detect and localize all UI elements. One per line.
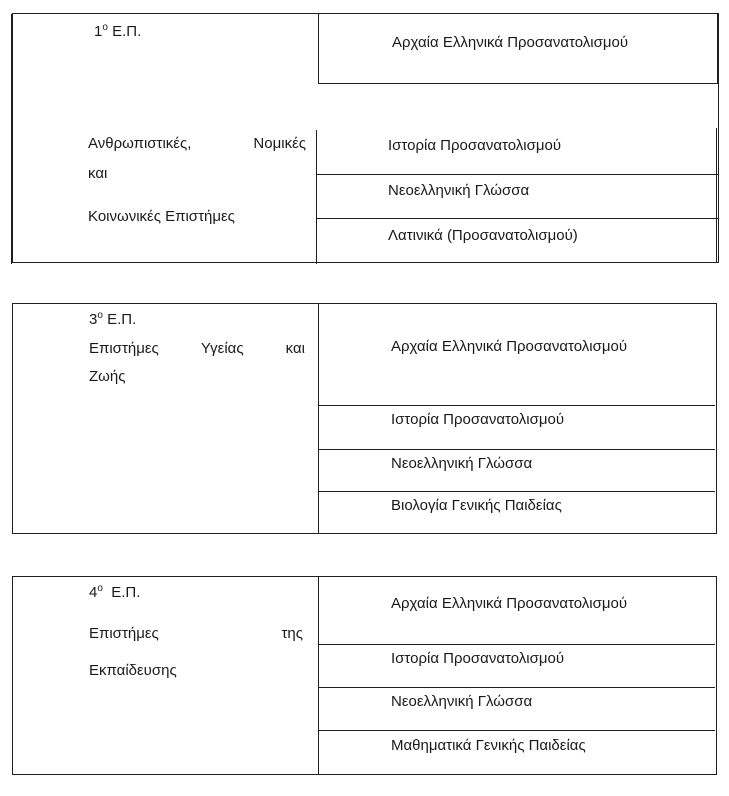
ep1-field-name-line1: [88, 135, 306, 152]
ep1-right-border-bottom: [716, 128, 717, 263]
ep4-subject-row-2: [319, 644, 715, 687]
ep1-subject-row-4: [316, 218, 718, 264]
ep3-subject-row-2: [319, 405, 715, 449]
ep1-top-border: [12, 13, 718, 14]
ep4-subject-3: Νεοελληνική Γλώσσα: [391, 693, 533, 710]
ep4-subject-4: Μαθηματικά Γενικής Παιδείας: [391, 737, 586, 754]
ep1-subject-4: Λατινικά (Προσανατολισμού): [388, 227, 578, 244]
ep1-subject-2: Ιστορία Προσανατολισμού: [388, 137, 562, 154]
ep4-subject-row-3: [319, 687, 715, 730]
field-table-ep4: [12, 576, 717, 775]
ep1-field-name-line3: Κοινωνικές Επιστήμες: [88, 208, 235, 225]
ep4-subject-2: Ιστορία Προσανατολισμού: [391, 650, 565, 667]
ep1-field-name-line2: και: [88, 165, 108, 182]
ep1-subject-row-2: [316, 130, 716, 174]
ep3-word-2: Υγείας: [200, 340, 244, 357]
ep1-left-border-full: [12, 13, 13, 263]
ep1-word-2: Νομικές: [253, 135, 306, 152]
ep4-field-number: $4^o$ Ε.Π.: [89, 583, 141, 601]
ep3-field-name-line1: [89, 340, 305, 357]
ep3-subject-2: Ιστορία Προσανατολισμού: [391, 411, 565, 428]
ep1-gap-mask: [13, 84, 718, 128]
ep3-field-number: $3^o$ Ε.Π.: [89, 310, 137, 328]
ep4-subject-row-4: [319, 730, 715, 773]
ep4-subject-1: Αρχαία Ελληνικά Προσανατολισμού: [391, 595, 628, 612]
ep4-subject-row-1: [319, 577, 715, 644]
ep1-subject-row-3: [316, 174, 718, 218]
field-table-ep3: [12, 303, 717, 534]
ep1-field-number: $1^o$ Ε.Π.: [94, 22, 142, 40]
ep1-word-1: Ανθρωπιστικές,: [88, 135, 192, 152]
ep1-subject-1: Αρχαία Ελληνικά Προσανατολισμού: [392, 34, 629, 51]
ep4-word-1: Επιστήμες: [89, 625, 159, 642]
ep4-field-cell: [13, 577, 319, 774]
ep1-subject-row-1: [318, 14, 718, 84]
ep4-word-2: της: [281, 625, 303, 642]
ep4-field-name-line2: Εκπαίδευσης: [89, 662, 177, 679]
ep3-subject-row-3: [319, 449, 715, 491]
ep3-subject-row-4: [319, 491, 715, 532]
ep3-word-1: Επιστήμες: [89, 340, 159, 357]
ep1-field-cell: [12, 14, 318, 264]
ep3-subject-3: Νεοελληνική Γλώσσα: [391, 455, 533, 472]
ep3-word-3: και: [285, 340, 305, 357]
field-table-ep1: [12, 13, 719, 263]
ep4-field-name-line1: [89, 625, 303, 642]
ep3-subject-4: Βιολογία Γενικής Παιδείας: [391, 497, 562, 514]
ep3-field-name-line2: Ζωής: [89, 368, 126, 385]
ep1-subject-3: Νεοελληνική Γλώσσα: [388, 182, 530, 199]
ep3-subject-row-1: [319, 304, 715, 405]
ep3-field-cell: [13, 304, 319, 533]
ep1-right-border-top: [717, 13, 718, 84]
ep3-subject-1: Αρχαία Ελληνικά Προσανατολισμού: [391, 338, 628, 355]
